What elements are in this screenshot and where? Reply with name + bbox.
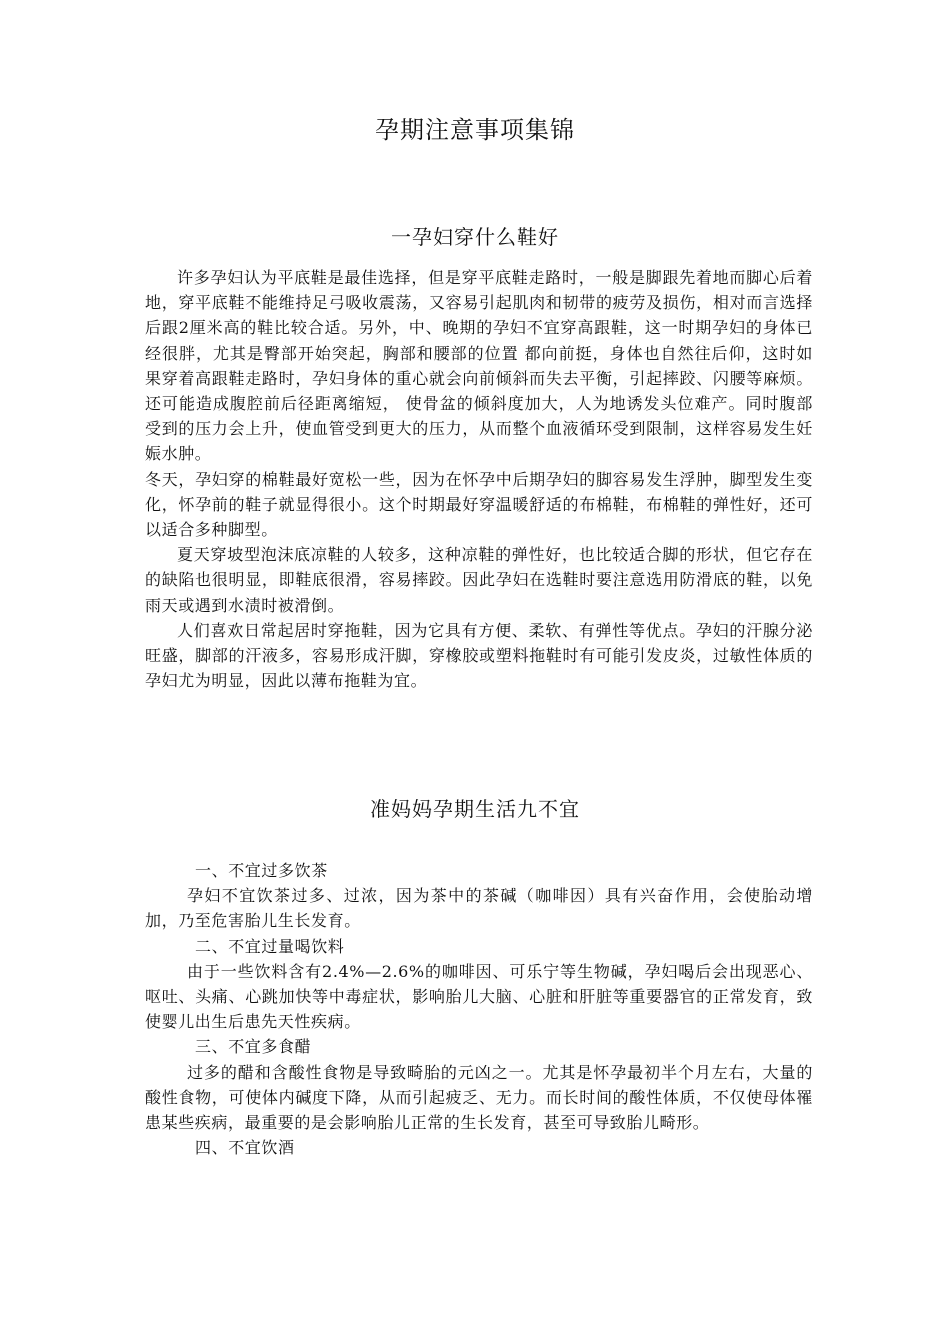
item-text-tea: 孕妇不宜饮茶过多、过浓，因为茶中的茶碱（咖啡因）具有兴奋作用，会使胎动增加，乃至危害胎儿生长发育。 <box>145 886 813 931</box>
paragraph-winter-shoes: 冬天，孕妇穿的棉鞋最好宽松一些，因为在怀孕中后期孕妇的脚容易发生浮肿，脚型发生变化，怀孕前的鞋子就显得很小。这个时期最好穿温暖舒适的布棉鞋，布棉鞋的弹性好，还可以适合多种脚型。 <box>145 469 813 540</box>
paragraph-slippers: 人们喜欢日常起居时穿拖鞋，因为它具有方便、柔软、有弹性等优点。孕妇的汗腺分泌旺盛，脚部的汗液多，容易形成汗脚，穿橡胶或塑料拖鞋时有可能引发皮炎，过敏性体质的孕妇尤为明显，因此以薄布拖鞋为宜。 <box>145 620 813 691</box>
item-text-drinks: 由于一些饮料含有2.4%—2.6%的咖啡因、可乐宁等生物碱，孕妇喝后会出现恶心、呕吐、头痛、心跳加快等中毒症状，影响胎儿大脑、心脏和肝脏等重要器官的正常发育，致使婴儿出生后患先天性疾病。 <box>145 961 813 1032</box>
section-title-nine-donts: 准妈妈孕期生活九不宜 <box>370 797 580 821</box>
item-heading-drinks: 二、不宜过量喝饮料 <box>195 936 345 956</box>
item-text-vinegar: 过多的醋和含酸性食物是导致畸胎的元凶之一。尤其是怀孕最初半个月左右，大量的酸性食物，可使体内碱度下降，从而引起疲乏、无力。而长时间的酸性体质，不仅使母体罹患某些疾病，最重要的是会影响胎儿正常的生长发育，甚至可导致胎儿畸形。 <box>145 1062 813 1133</box>
item-heading-alcohol: 四、不宜饮酒 <box>195 1138 295 1158</box>
item-heading-vinegar: 三、不宜多食醋 <box>195 1037 312 1057</box>
item-heading-tea: 一、不宜过多饮茶 <box>195 861 328 880</box>
section-body-nine-donts <box>145 858 813 1160</box>
paragraph-flat-shoes: 许多孕妇认为平底鞋是最佳选择，但是穿平底鞋走路时，一般是脚跟先着地而脚心后着地，穿平底鞋不能维持足弓吸收震荡，又容易引起肌肉和韧带的疲劳及损伤，相对而言选择后跟2厘米高的鞋比较合适。另外，中、晚期的孕妇不宜穿高跟鞋，这一时期孕妇的身体已经很胖，尤其是臀部开始突起，胸部和腰部的位置 都向前挺，身体也自然往后仰，这时如果穿着高跟鞋走路时，孕妇身体的重心就会向前倾斜而失去平衡，引起摔跤、闪腰等麻烦。还可能造成腹腔前后径距离缩短， 使骨盆的倾斜度加大，人为地诱发头位难产。同时腹部受到的压力会上升，使血管受到更大的压力，从而整个血液循环受到限制，这样容易发生妊娠水肿。 <box>145 268 813 464</box>
section-body-shoes <box>145 265 813 693</box>
document-title: 孕期注意事项集锦 <box>375 116 575 144</box>
section-title-shoes: 一孕妇穿什么鞋好 <box>391 225 559 249</box>
paragraph-summer-sandals: 夏天穿坡型泡沫底凉鞋的人较多，这种凉鞋的弹性好，也比较适合脚的形状，但它存在的缺陷也很明显，即鞋底很滑，容易摔跤。因此孕妇在选鞋时要注意选用防滑底的鞋，以免雨天或遇到水渍时被滑倒。 <box>145 545 813 615</box>
